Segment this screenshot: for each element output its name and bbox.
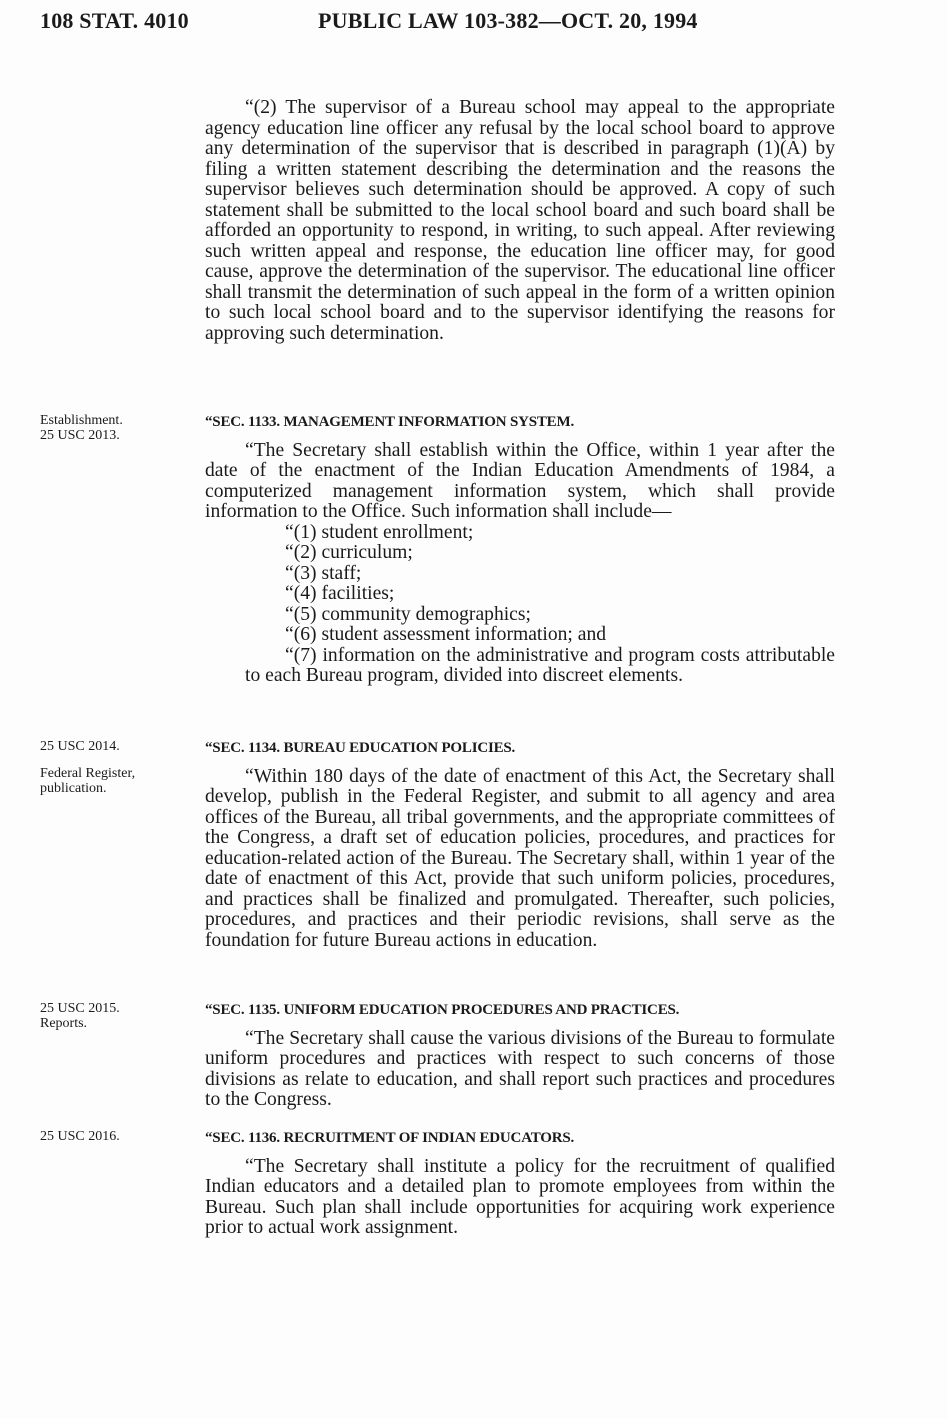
- margin-note-text: Reports.: [40, 1016, 88, 1031]
- information-list: [205, 523, 835, 687]
- section-heading: “SEC. 1136. RECRUITMENT OF INDIAN EDUCATORS.: [205, 1130, 575, 1146]
- margin-note-text: 25 USC 2013.: [40, 428, 120, 443]
- margin-note-1136: [40, 1129, 190, 1144]
- section-1134: [205, 738, 835, 951]
- list-item: “(6) student assessment information; and: [285, 624, 607, 645]
- paragraph-text: “(2) The supervisor of a Bureau school may appeal to the appropriate agency education line officer any refusal by the local school board to approve any determination of the supervisor that is described in paragraph (1)(A) by filing a written statement describing the determination and the reasons the supervisor believes such determination should be approved. A copy of such statement shall be submitted to the local school board and such board shall be afforded an opportunity to respond, in writing, to such appeal. After reviewing such written appeal and response, the education line officer may, for good cause, approve the determination of the supervisor. The educational line officer shall transmit the determination of such appeal in the form of a written opinion to such local school board and to the supervisor identifying the reasons for approving such determination.: [205, 97, 835, 344]
- margin-note-text: 25 USC 2015.: [40, 1001, 120, 1016]
- paragraph-2: [205, 98, 835, 344]
- section-body: “Within 180 days of the date of enactment of this Act, the Secretary shall develop, publish in the Federal Register, and submit to all agency and area offices of the Bureau, all tribal governments, and the appropriate committees of the Congress, a draft set of education policies, procedures, and practices for education-related action of the Bureau. The Secretary shall, within 1 year of the date of enactment of this Act, provide that such uniform policies, procedures, and practices shall be finalized and promulgated. Thereafter, such policies, procedures, and practices and their periodic revisions, shall serve as the foundation for future Bureau actions in education.: [205, 765, 835, 951]
- section-1136: [205, 1128, 835, 1239]
- list-item: “(2) curriculum;: [285, 542, 413, 563]
- list-item: “(7) information on the administrative and program costs attributable to each Bureau program, divided into discreet elements.: [245, 644, 835, 686]
- margin-note-text: 25 USC 2014.: [40, 739, 120, 754]
- margin-note-text: 25 USC 2016.: [40, 1129, 120, 1144]
- list-item: “(3) staff;: [285, 562, 362, 584]
- margin-note-1134: [40, 739, 190, 796]
- section-body: “The Secretary shall establish within the Office, within 1 year after the date of the enactment of the Indian Education Amendments of 1984, a computerized management information system, which shall provide information to the Office. Such information shall include—: [205, 439, 835, 522]
- margin-note-text: Establishment.: [40, 413, 123, 428]
- margin-note-1135: [40, 1001, 190, 1031]
- section-heading: “SEC. 1134. BUREAU EDUCATION POLICIES.: [205, 740, 516, 756]
- margin-note-text: Federal Register, publication.: [40, 766, 136, 796]
- margin-note-1133: [40, 413, 190, 443]
- list-item: “(4) facilities;: [285, 583, 395, 604]
- list-item: “(1) student enrollment;: [285, 521, 474, 543]
- section-heading: “SEC. 1135. UNIFORM EDUCATION PROCEDURES AND PRACTICES.: [205, 1002, 680, 1018]
- section-1135: [205, 1000, 835, 1111]
- section-heading: “SEC. 1133. MANAGEMENT INFORMATION SYSTEM.: [205, 414, 574, 430]
- section-1133: [205, 412, 835, 687]
- page-number-header: 108 STAT. 4010: [40, 8, 189, 33]
- law-title-header: PUBLIC LAW 103-382—OCT. 20, 1994: [318, 8, 698, 33]
- list-item: “(5) community demographics;: [285, 603, 531, 625]
- section-body: “The Secretary shall cause the various divisions of the Bureau to formulate uniform procedures and practices with respect to such concerns of those divisions as relate to education, and shall report such practices and procedures to the Congress.: [205, 1027, 835, 1110]
- section-body: “The Secretary shall institute a policy for the recruitment of qualified Indian educators and a detailed plan to promote employees from within the Bureau. Such plan shall include opportunities for acquiring work experience prior to actual work assignment.: [205, 1155, 835, 1238]
